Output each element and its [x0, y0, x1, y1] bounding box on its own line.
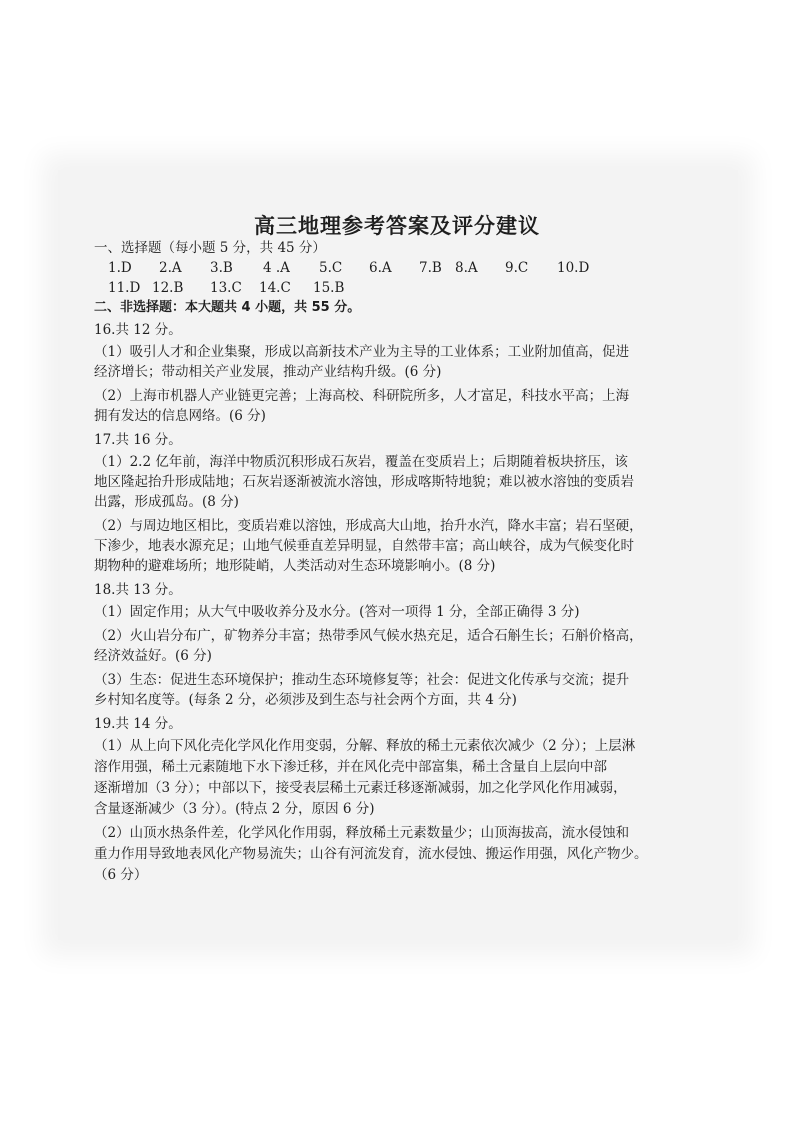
answer-line: （1）吸引人才和企业集聚，形成以高新技术产业为主导的工业体系；工业附加值高，促进: [94, 344, 630, 360]
answer-item: 7.B: [419, 260, 442, 276]
answer-line: 地区隆起抬升形成陆地；石灰岩逐渐被流水溶蚀，形成喀斯特地貌；难以被水溶蚀的变质岩: [94, 474, 634, 490]
answer-line: （6 分）: [94, 867, 148, 883]
answer-line: （1）2.2 亿年前，海洋中物质沉积形成石灰岩，覆盖在变质岩上；后期随着板块挤压，该: [94, 454, 628, 470]
answer-line: （2）上海市机器人产业链更完善；上海高校、科研院所多，人才富足，科技水平高；上海: [94, 388, 630, 404]
answer-line: （2）与周边地区相比，变质岩难以溶蚀，形成高大山地，抬升水汽，降水丰富；岩石坚硬，: [94, 518, 643, 534]
answer-item: 10.D: [557, 260, 590, 276]
answer-line: （1）固定作用；从大气中吸收养分及水分。(答对一项得 1 分，全部正确得 3 分): [94, 604, 580, 620]
answer-line: （3）生态：促进生态环境保护；推动生态环境修复等；社会：促进文化传承与交流；提升: [94, 672, 630, 688]
answer-line: 出露，形成孤岛。(8 分): [94, 494, 239, 510]
answer-item: 4 .A: [263, 260, 290, 276]
answer-line: 下渗少，地表水源充足；山地气候垂直差异明显，自然带丰富；高山峡谷，成为气候变化时: [94, 538, 634, 554]
answer-item: 8.A: [455, 260, 478, 276]
answer-item: 15.B: [313, 280, 345, 296]
answer-item: 14.C: [259, 280, 291, 296]
part1-heading: 一、选择题（每小题 5 分，共 45 分）: [94, 240, 326, 256]
answer-line: （1）从上向下风化壳化学风化作用变弱，分解、释放的稀土元素依次减少（2 分）；上层淋: [94, 738, 636, 754]
question-heading: 16.共 12 分。: [94, 322, 182, 338]
part2-heading: 二、非选择题：本大题共 4 小题，共 55 分。: [94, 300, 361, 315]
answer-item: 3.B: [210, 260, 233, 276]
answer-item: 11.D: [108, 280, 141, 296]
answer-line: 期物种的避难场所；地形陡峭，人类活动对生态环境影响小。(8 分): [94, 558, 496, 574]
answer-item: 6.A: [369, 260, 392, 276]
answer-line: 经济效益好。(6 分): [94, 648, 212, 664]
question-heading: 19.共 14 分。: [94, 716, 182, 732]
answer-item: 5.C: [319, 260, 343, 276]
answer-item: 13.C: [210, 280, 242, 296]
answer-item: 2.A: [159, 260, 182, 276]
question-heading: 17.共 16 分。: [94, 432, 182, 448]
answer-line: （2）火山岩分布广，矿物养分丰富；热带季风气候水热充足，适合石斛生长；石斛价格高，: [94, 628, 643, 644]
answer-line: 重力作用导致地表风化产物易流失；山谷有河流发育，流水侵蚀、搬运作用强，风化产物少。: [94, 846, 648, 862]
question-heading: 18.共 13 分。: [94, 582, 182, 598]
answer-line: 拥有发达的信息网络。(6 分): [94, 408, 266, 424]
answer-line: 含量逐渐减少（3 分）。(特点 2 分，原因 6 分): [94, 801, 375, 817]
answer-item: 1.D: [108, 260, 132, 276]
answer-line: 经济增长；带动相关产业发展，推动产业结构升级。(6 分): [94, 364, 442, 380]
answer-line: 溶作用强，稀土元素随地下水下渗迁移，并在风化壳中部富集，稀土含量自上层向中部: [94, 759, 607, 775]
answer-line: 逐渐增加（3 分）；中部以下，接受表层稀土元素迁移逐渐减弱，加之化学风化作用减弱，: [94, 780, 627, 796]
answer-item: 9.C: [505, 260, 529, 276]
answer-item: 12.B: [152, 280, 184, 296]
answer-line: 乡村知名度等。(每条 2 分，必须涉及到生态与社会两个方面，共 4 分): [94, 692, 517, 708]
answer-line: （2）山顶水热条件差，化学风化作用弱，释放稀土元素数量少；山顶海拔高，流水侵蚀和: [94, 825, 630, 841]
document-title: 高三地理参考答案及评分建议: [254, 214, 540, 238]
